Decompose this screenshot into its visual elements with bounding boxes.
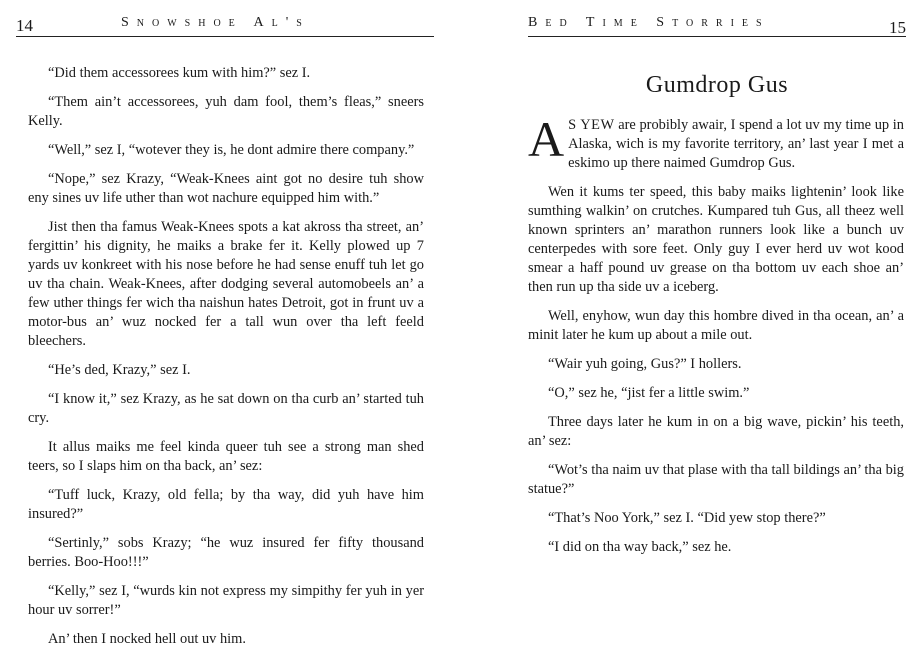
book-gutter [452, 0, 508, 638]
paragraph: “Them ain’t accessorees, yuh dam fool, them’s fleas,” sneers Kelly. [28, 94, 424, 129]
paragraph: “He’s ded, Krazy,” sez I. [48, 362, 191, 378]
paragraph: An’ then I nocked hell out uv him. [48, 631, 246, 647]
paragraph: “Wot’s tha naim uv that plase with tha tall bildings an’ tha big statue?” [528, 462, 904, 497]
drop-cap: A [528, 111, 565, 167]
left-page-number: 14 [16, 16, 33, 35]
paragraph: Wen it kums ter speed, this baby maiks lightenin’ look like sumthing walkin’ on crutches. Kumpared tuh Gus, all theez well known sprinters an’ marathon runners look like a bunch uv centerpedes with sore feet. Only guy I ever herd uv wot kood smear a haff pound uv grease on tha bottom uv each shoe an’ then run up tha side uv a iceberg. [528, 184, 904, 295]
right-page [508, 0, 917, 638]
paragraph: “I know it,” sez Krazy, as he sat down on tha curb an’ started tuh cry. [28, 391, 424, 426]
paragraph: “Sertinly,” sobs Krazy; “he wuz insured fer fifty thousand berries. Boo-Hoo!!!” [28, 535, 424, 570]
chapter-title: Gumdrop Gus [645, 72, 789, 98]
paragraph: “Did them accessorees kum with him?” sez I. [48, 65, 311, 81]
paragraph: “Nope,” sez Krazy, “Weak-Knees aint got no desire tuh show eny sines uv life uther than wot nachure equipped him with.” [28, 171, 424, 206]
left-page-body [28, 64, 424, 659]
opening-paragraph [528, 111, 904, 173]
left-running-title: Snowshoe Al's [121, 15, 310, 30]
paragraph: It allus maiks me feel kinda queer tuh see a strong man shed teers, so I slaps him on tha back, an’ sez: [28, 439, 424, 474]
right-page-header [528, 14, 906, 37]
paragraph: “Well,” sez I, “wotever they is, he dont admire there company.” [48, 142, 415, 158]
right-page-number: 15 [889, 18, 906, 37]
paragraph: “O,” sez he, “jist fer a little swim.” [548, 385, 750, 401]
paragraph: “Tuff luck, Krazy, old fella; by tha way, did yuh have him insured?” [28, 487, 424, 522]
paragraph: “Wair yuh going, Gus?” I hollers. [548, 356, 742, 372]
opening-small-caps: S YEW [568, 117, 615, 133]
paragraph: “That’s Noo York,” sez I. “Did yew stop there?” [548, 510, 826, 526]
paragraph: “Kelly,” sez I, “wurds kin not express my simpithy fer yuh in yer hour uv sorrer!” [28, 583, 424, 618]
paragraph: Jist then tha famus Weak-Knees spots a kat akross tha street, an’ fergittin’ his dignity, he maiks a brake fer it. Kelly plowed up 7 yards uv konkreet with his nose before he had sense enuff tuh let go uv tha chain. Weak-Knees, after dodging several automobeels an’ a few uther things fer wich tha naishun hates Detroit, got in frunt uv a motor-bus an’ wuz nocked fer a tall wun over tha left feeld bleechers. [28, 219, 424, 349]
paragraph: Well, enyhow, wun day this hombre dived in tha ocean, an’ a minit later he kum up about a mile out. [528, 308, 904, 343]
paragraph: “I did on tha way back,” sez he. [548, 539, 732, 555]
left-page [0, 0, 452, 647]
right-running-title: Bed Time Storries [528, 15, 770, 30]
left-page-header [16, 14, 434, 37]
opening-text: are probibly awair, I spend a lot uv my time up in Alaska, wich is my favorite territory, an’ last year I met a eskimo up there naimed Gumdrop Gus. [568, 117, 904, 171]
right-page-body [528, 111, 904, 567]
paragraph: Three days later he kum in on a big wave, pickin’ his teeth, an’ sez: [528, 414, 904, 449]
